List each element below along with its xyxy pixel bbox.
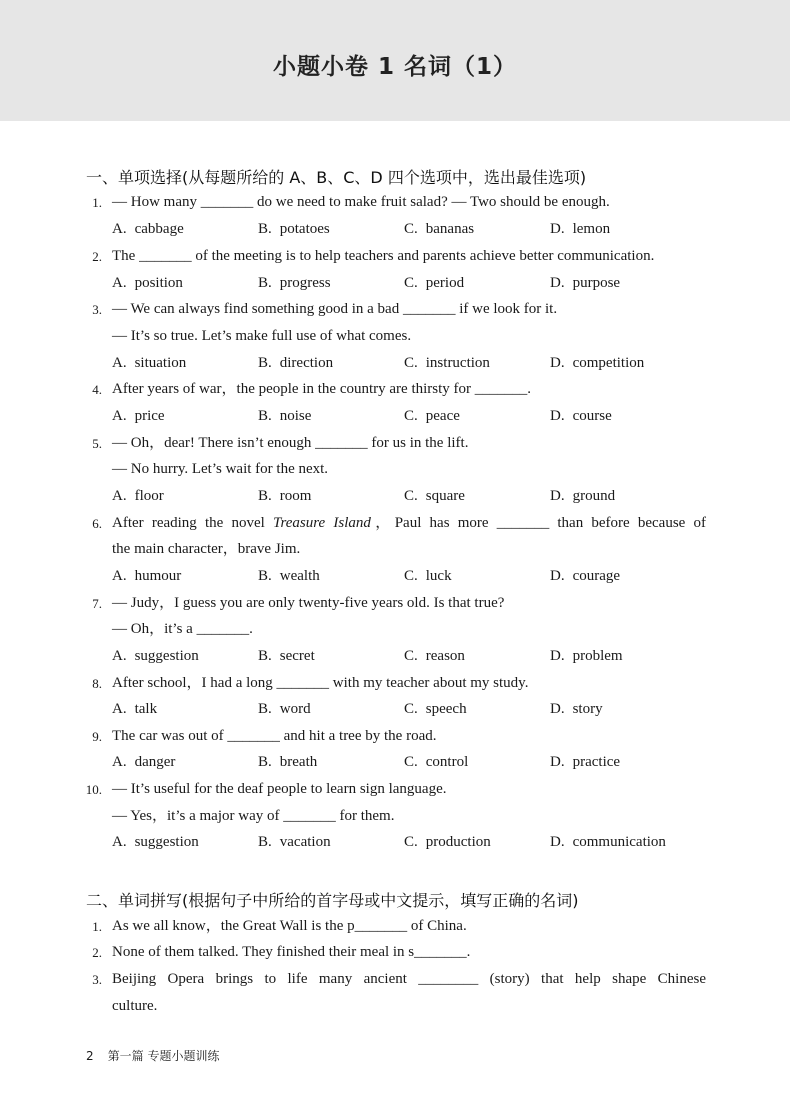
question-text: — Oh，dear! There isn’t enough _______ for us in the lift.: [112, 435, 469, 451]
option-d: D. course: [550, 408, 612, 424]
question-text: The car was out of _______ and hit a tree by the road.: [112, 728, 437, 744]
option-b: B. vacation: [258, 834, 331, 850]
option-d: D. ground: [550, 488, 616, 504]
question-text: After reading the novel Treasure Island，Paul has more _______ than before because of: [112, 515, 706, 531]
option-a: A. cabbage: [112, 221, 184, 237]
question-number: 3.: [92, 972, 102, 987]
question-text-line-2: — It’s so true. Let’s make full use of what comes.: [112, 328, 412, 344]
option-b: B. direction: [258, 355, 334, 371]
page-title: 小题小卷 1 名词（1）: [272, 54, 518, 80]
option-a: A. suggestion: [112, 648, 199, 664]
question-text: — It’s useful for the deaf people to learn sign language.: [112, 781, 447, 797]
option-d: D. problem: [550, 648, 623, 664]
option-d: D. communication: [550, 834, 666, 850]
option-d: D. purpose: [550, 275, 621, 291]
question-number: 5.: [92, 436, 102, 451]
option-b: B. secret: [258, 648, 315, 664]
question-number: 7.: [92, 596, 102, 611]
option-c: C. speech: [404, 701, 467, 717]
option-c: C. bananas: [404, 221, 475, 237]
spelling-item-text: None of them talked. They finished their meal in s_______.: [112, 944, 471, 960]
question-number: 1.: [92, 195, 102, 210]
question-text-line-2: — No hurry. Let’s wait for the next.: [112, 461, 329, 477]
option-a: A. floor: [112, 488, 164, 504]
question-text-line-2: — Oh，it’s a _______.: [112, 621, 253, 637]
question-text: — We can always find something good in a bad _______ if we look for it.: [112, 301, 558, 317]
option-c: C. square: [404, 488, 465, 504]
question-number: 10.: [85, 782, 102, 797]
footer-text: 第一篇 专题小题训练: [107, 1049, 220, 1063]
question-text: The _______ of the meeting is to help teachers and parents achieve better communication.: [112, 248, 655, 264]
option-a: A. situation: [112, 355, 187, 371]
option-c: C. peace: [404, 408, 460, 424]
question-number: 9.: [92, 729, 102, 744]
option-b: B. wealth: [258, 568, 320, 584]
option-c: C. period: [404, 275, 465, 291]
question-number: 6.: [92, 516, 102, 531]
spelling-item-text: Beijing Opera brings to life many ancient ________ (story) that help shape Chinese: [112, 971, 706, 987]
spelling-item-text-line-2: culture.: [112, 998, 158, 1014]
option-a: A. talk: [112, 701, 158, 717]
option-a: A. danger: [112, 754, 176, 770]
section-heading-spelling: 二、单词拼写(根据句子中所给的首字母或中文提示，填写正确的名词): [86, 891, 579, 910]
option-a: A. humour: [112, 568, 182, 584]
question-text: After school，I had a long _______ with my teacher about my study.: [112, 675, 529, 691]
option-c: C. production: [404, 834, 491, 850]
question-text: — Judy，I guess you are only twenty-five years old. Is that true?: [112, 595, 505, 611]
option-b: B. breath: [258, 754, 318, 770]
option-d: D. courage: [550, 568, 621, 584]
option-c: C. reason: [404, 648, 465, 664]
option-b: B. room: [258, 488, 312, 504]
option-a: A. suggestion: [112, 834, 199, 850]
option-c: C. control: [404, 754, 469, 770]
spelling-item-text: As we all know，the Great Wall is the p_______ of China.: [112, 918, 467, 934]
question-number: 2.: [92, 945, 102, 960]
option-d: D. competition: [550, 355, 645, 371]
page-footer: [86, 1047, 219, 1064]
question-number: 3.: [92, 302, 102, 317]
option-b: B. word: [258, 701, 311, 717]
option-a: A. price: [112, 408, 165, 424]
question-text-line-2: the main character，brave Jim.: [112, 541, 301, 557]
question-text: After years of war，the people in the country are thirsty for _______.: [112, 381, 532, 397]
question-text: — How many _______ do we need to make fruit salad? — Two should be enough.: [112, 194, 610, 210]
question-number: 2.: [92, 249, 102, 264]
question-number: 4.: [92, 382, 102, 397]
option-b: B. progress: [258, 275, 331, 291]
option-d: D. lemon: [550, 221, 611, 237]
question-number: 8.: [92, 676, 102, 691]
option-c: C. luck: [404, 568, 452, 584]
question-text-line-2: — Yes，it’s a major way of _______ for them.: [112, 808, 395, 824]
option-c: C. instruction: [404, 355, 490, 371]
option-d: D. story: [550, 701, 603, 717]
question-number: 1.: [92, 919, 102, 934]
option-b: B. potatoes: [258, 221, 330, 237]
option-b: B. noise: [258, 408, 312, 424]
option-a: A. position: [112, 275, 183, 291]
page-number: 2: [86, 1049, 94, 1063]
option-d: D. practice: [550, 754, 621, 770]
section-heading-multiple-choice: 一、单项选择(从每题所给的 A、B、C、D 四个选项中，选出最佳选项): [86, 168, 587, 187]
